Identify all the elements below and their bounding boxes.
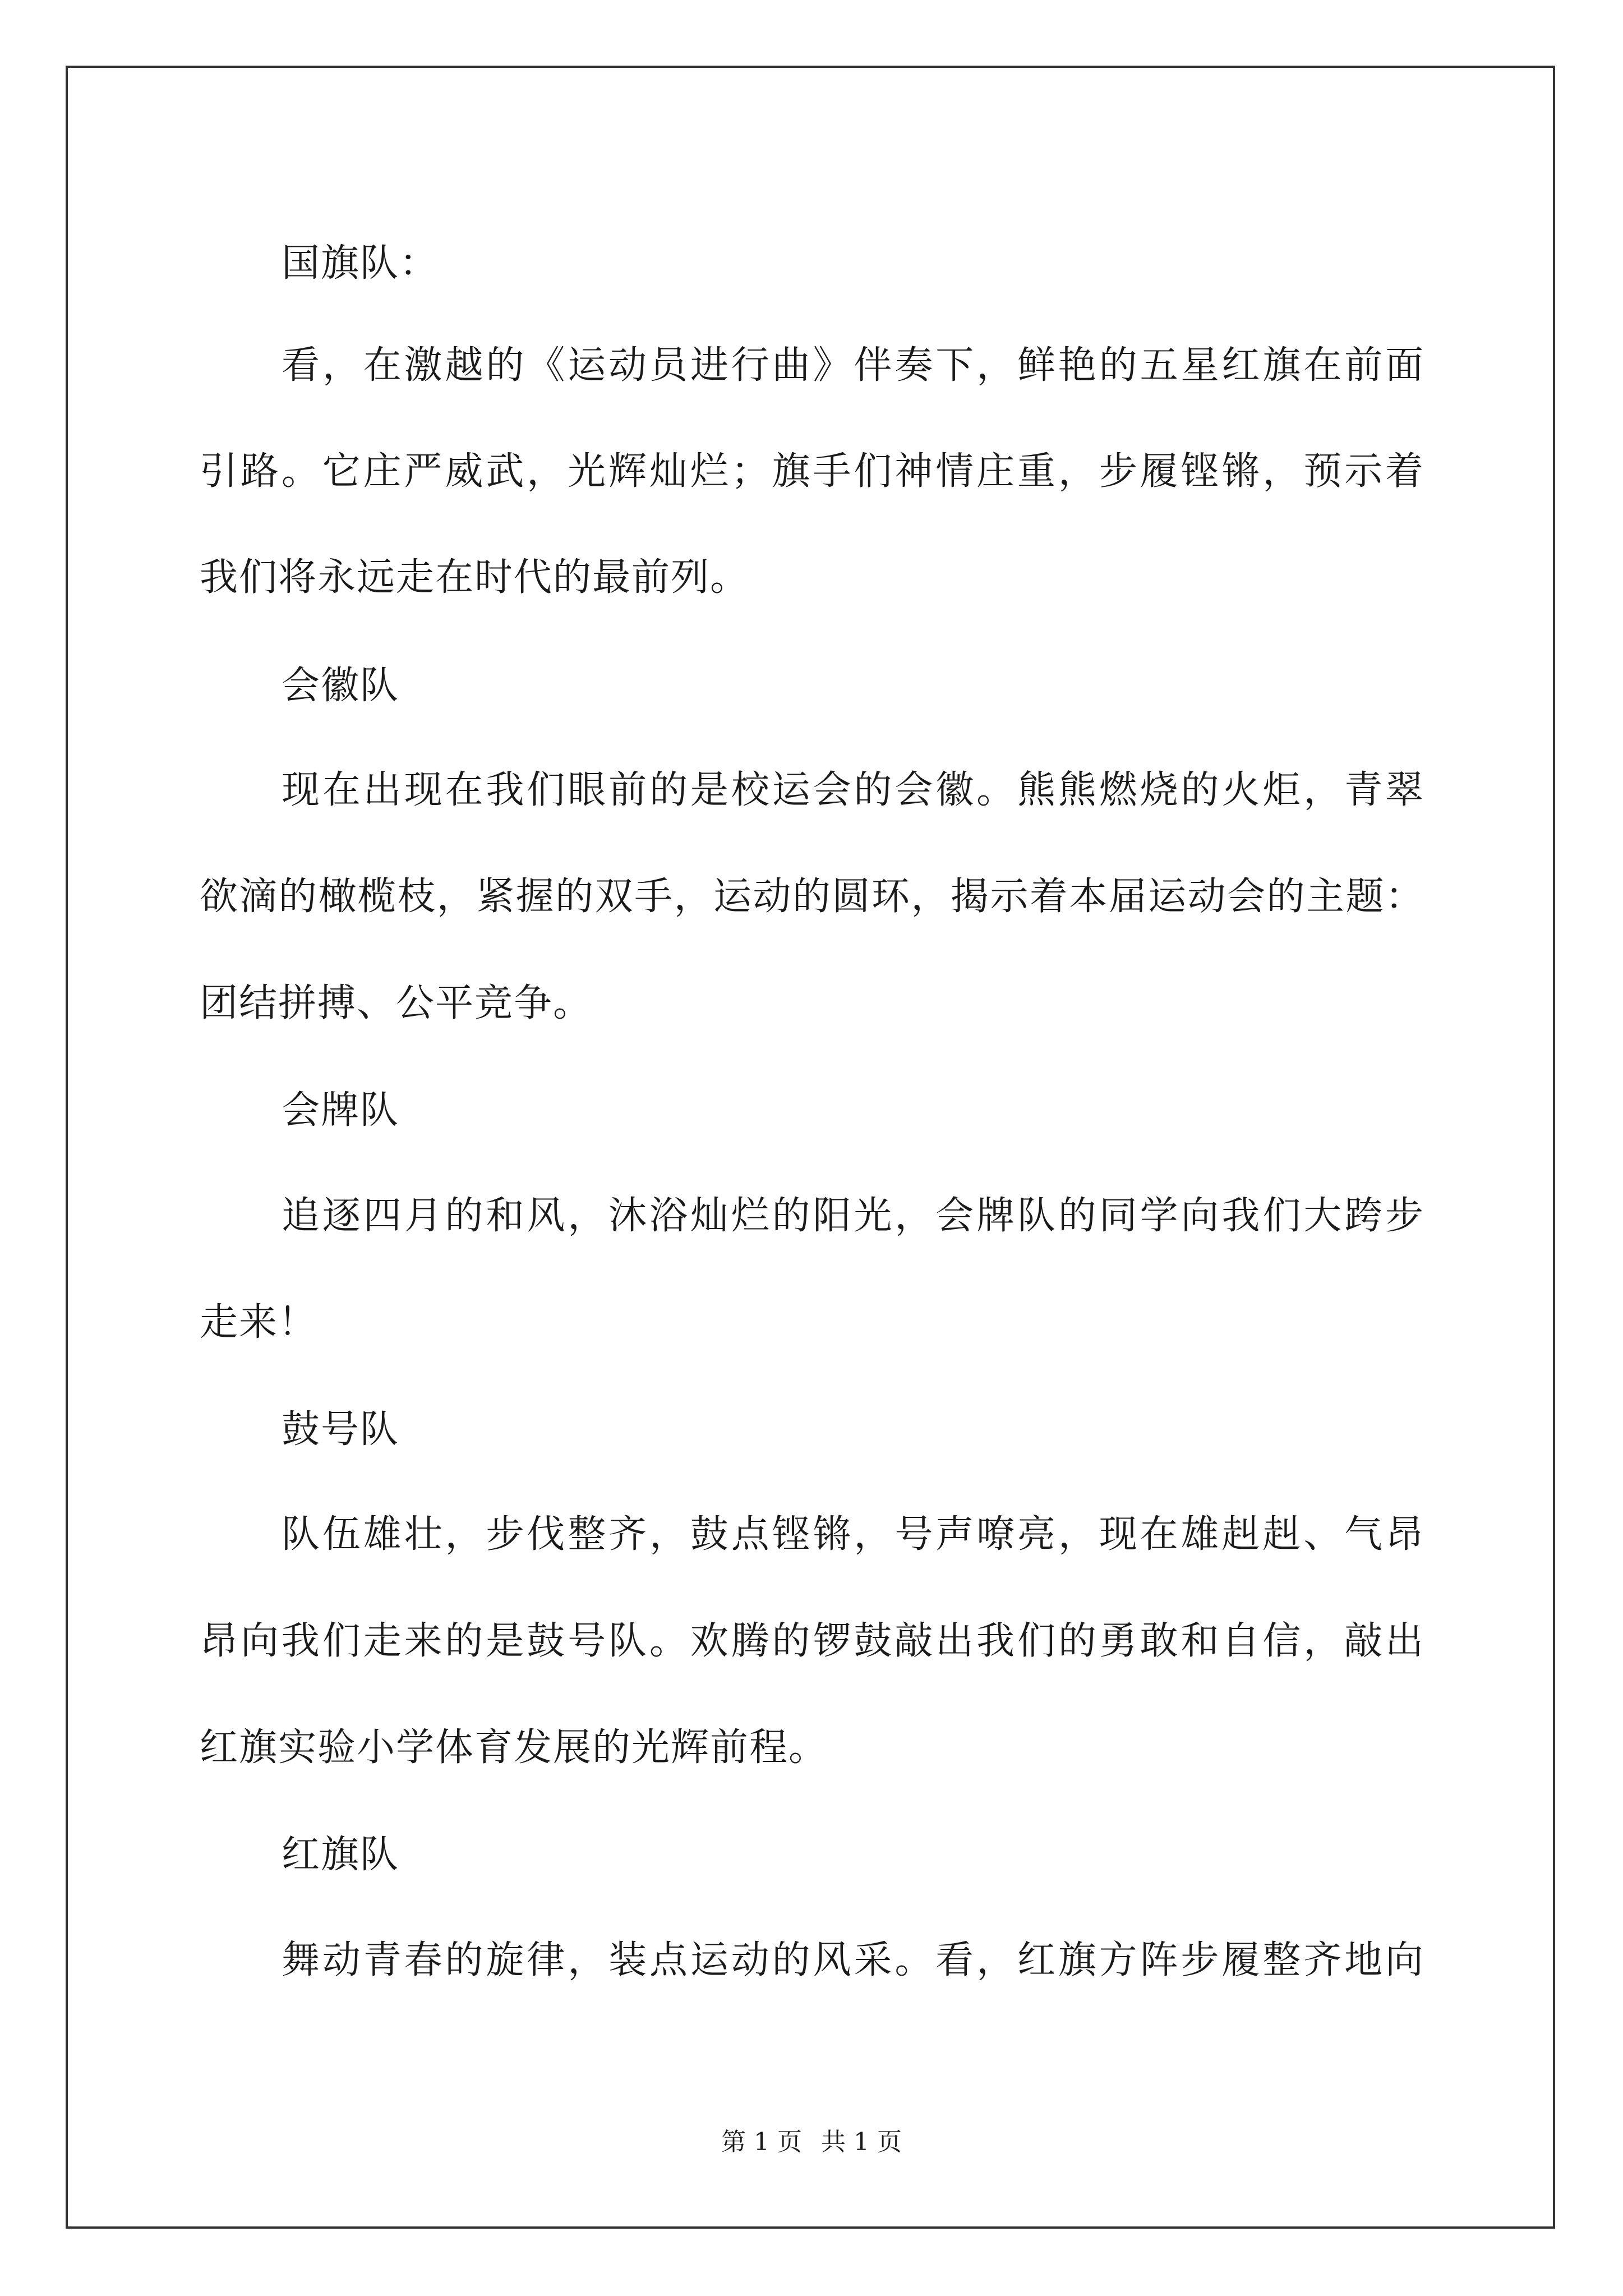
paragraph-line: 昂向我们走来的是鼓号队。欢腾的锣鼓敲出我们的勇敢和自信，敲出 [200,1619,1424,1663]
paragraph-line: 现在出现在我们眼前的是校运会的会徽。熊熊燃烧的火炬，青翠 [282,768,1424,812]
page-total: 共 1 页 [821,2128,902,2156]
paragraph-line: 引路。它庄严威武，光辉灿烂；旗手们神情庄重，步履铿锵，预示着 [200,449,1424,494]
paragraph-line: 我们将永远走在时代的最前列。 [200,555,750,600]
page-footer [0,2122,1623,2157]
paragraph-line: 舞动青春的旋律，装点运动的风采。看，红旗方阵步履整齐地向 [282,1938,1424,1982]
heading-drum-team: 鼓号队 [282,1407,400,1452]
heading-red-flag-team: 红旗队 [282,1833,400,1877]
heading-flag-team: 国旗队： [282,241,439,286]
paragraph-line: 团结拼搏、公平竞争。 [200,981,593,1025]
paragraph-line: 走来！ [200,1300,318,1345]
page-border [66,66,1555,2229]
paragraph-line: 红旗实验小学体育发展的光辉前程。 [200,1726,828,1770]
heading-sign-team: 会牌队 [282,1088,400,1133]
paragraph-line: 追逐四月的和风，沐浴灿烂的阳光，会牌队的同学向我们大跨步 [282,1194,1424,1238]
heading-emblem-team: 会徽队 [282,664,400,708]
page-number: 第 1 页 [721,2128,802,2156]
paragraph-line: 欲滴的橄榄枝，紧握的双手，运动的圆环，揭示着本届运动会的主题： [200,875,1424,919]
paragraph-line: 看，在激越的《运动员进行曲》伴奏下，鲜艳的五星红旗在前面 [282,343,1424,388]
paragraph-line: 队伍雄壮，步伐整齐，鼓点铿锵，号声嘹亮，现在雄赳赳、气昂 [282,1512,1424,1557]
